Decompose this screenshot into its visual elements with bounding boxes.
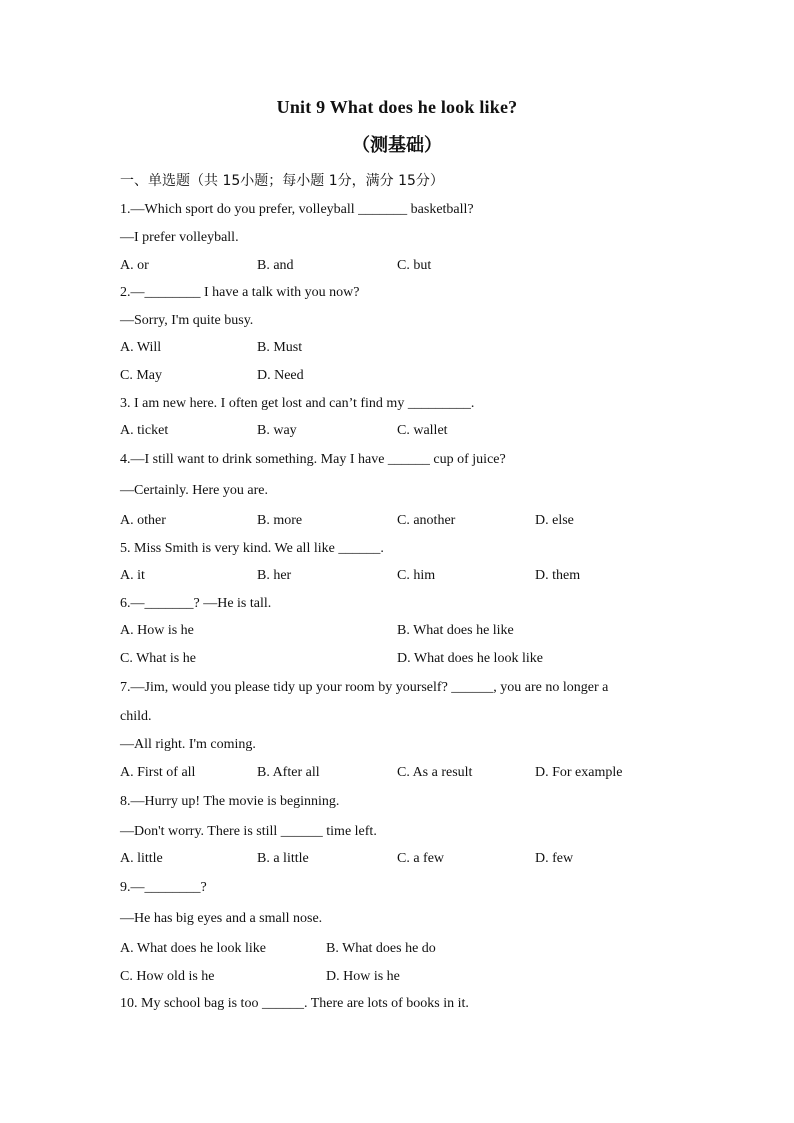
page-subtitle: （测基础） bbox=[352, 135, 442, 156]
question-10-stem: 10. My school bag is too ______. There are lots of books in it. bbox=[120, 996, 469, 1011]
question-5-option-a: A. it bbox=[120, 568, 145, 583]
question-2-option-a: A. Will bbox=[120, 340, 162, 355]
question-7-stem: 7.—Jim, would you please tidy up your room by yourself? ______, you are no longer a bbox=[120, 680, 609, 695]
section-heading: 一、单选题（共 15小题；每小题 1分，满分 15分） bbox=[120, 173, 444, 189]
question-5-option-b: B. her bbox=[257, 568, 292, 583]
question-1-option-b: B. and bbox=[257, 258, 294, 273]
question-8-stem: 8.—Hurry up! The movie is beginning. bbox=[120, 794, 340, 809]
question-9-option-a: A. What does he look like bbox=[120, 941, 266, 956]
question-2-option-c: C. May bbox=[120, 368, 162, 383]
question-4-option-b: B. more bbox=[257, 513, 303, 528]
question-3-option-b: B. way bbox=[257, 423, 297, 438]
question-9-option-d: D. How is he bbox=[326, 969, 400, 984]
question-5-option-c: C. him bbox=[397, 568, 436, 583]
question-9-option-b: B. What does he do bbox=[326, 941, 436, 956]
question-6-stem: 6.—_______? —He is tall. bbox=[120, 596, 272, 611]
question-9-reply: —He has big eyes and a small nose. bbox=[120, 911, 323, 926]
question-9-stem: 9.—________? bbox=[120, 880, 207, 895]
question-6-option-a: A. How is he bbox=[120, 623, 194, 638]
question-4-option-d: D. else bbox=[535, 513, 574, 528]
question-8-option-d: D. few bbox=[535, 851, 574, 866]
question-4-option-a: A. other bbox=[120, 513, 166, 528]
question-4-option-c: C. another bbox=[397, 513, 456, 528]
question-8-option-a: A. little bbox=[120, 851, 163, 866]
question-7-option-c: C. As a result bbox=[397, 765, 473, 780]
question-5-option-d: D. them bbox=[535, 568, 581, 583]
question-6-option-b: B. What does he like bbox=[397, 623, 514, 638]
question-2-option-d: D. Need bbox=[257, 368, 304, 383]
question-3-option-c: C. wallet bbox=[397, 423, 448, 438]
question-3-stem: 3. I am new here. I often get lost and can’t find my _________. bbox=[120, 396, 475, 411]
page-title: Unit 9 What does he look like? bbox=[276, 97, 518, 117]
question-1-option-a: A. or bbox=[120, 258, 149, 273]
question-8-option-b: B. a little bbox=[257, 851, 309, 866]
question-2-reply: —Sorry, I'm quite busy. bbox=[120, 313, 254, 328]
question-6-option-d: D. What does he look like bbox=[397, 651, 543, 666]
question-4-stem: 4.—I still want to drink something. May I have ______ cup of juice? bbox=[120, 452, 506, 467]
question-1-stem: 1.—Which sport do you prefer, volleyball _______ basketball? bbox=[120, 202, 474, 217]
question-2-stem: 2.—________ I have a talk with you now? bbox=[120, 285, 360, 300]
question-7-reply: —All right. I'm coming. bbox=[120, 737, 256, 752]
question-7-option-a: A. First of all bbox=[120, 765, 196, 780]
question-9-option-c: C. How old is he bbox=[120, 969, 215, 984]
question-8-reply: —Don't worry. There is still ______ time left. bbox=[120, 824, 377, 839]
question-7-option-d: D. For example bbox=[535, 765, 623, 780]
question-1-option-c: C. but bbox=[397, 258, 432, 273]
question-8-option-c: C. a few bbox=[397, 851, 445, 866]
question-2-option-b: B. Must bbox=[257, 340, 303, 355]
question-3-option-a: A. ticket bbox=[120, 423, 169, 438]
question-1-reply: —I prefer volleyball. bbox=[120, 230, 239, 245]
question-7-stem-continued: child. bbox=[120, 709, 152, 724]
question-6-option-c: C. What is he bbox=[120, 651, 196, 666]
question-7-option-b: B. After all bbox=[257, 765, 320, 780]
question-4-reply: —Certainly. Here you are. bbox=[120, 483, 268, 498]
question-5-stem: 5. Miss Smith is very kind. We all like ______. bbox=[120, 541, 384, 556]
